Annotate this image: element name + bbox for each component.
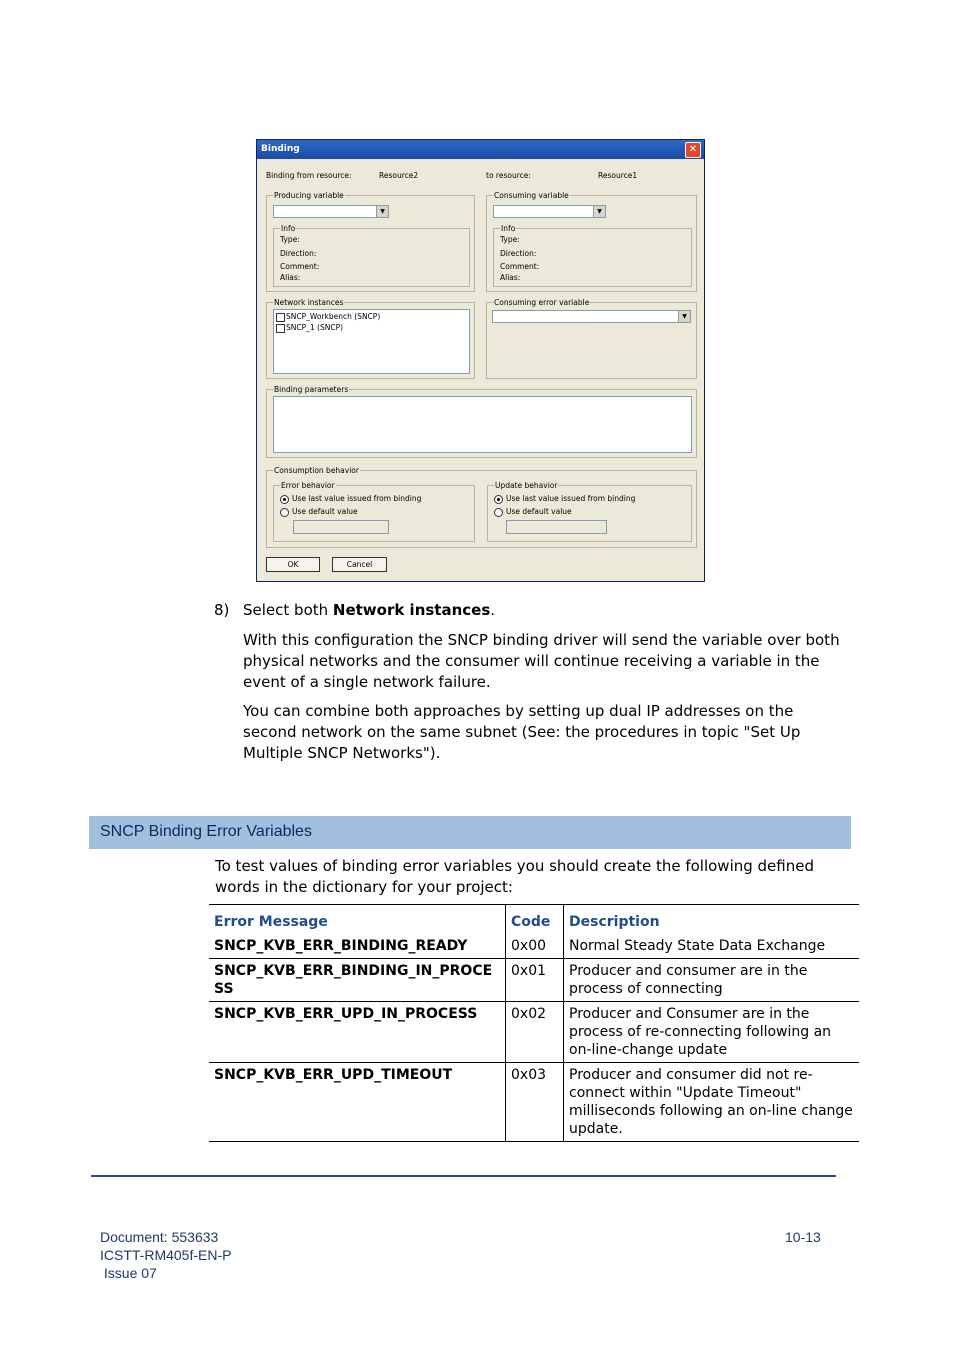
- header-code: Code: [506, 905, 564, 935]
- table-row: [209, 959, 859, 1002]
- info-comment: Comment:: [280, 262, 320, 271]
- checkbox[interactable]: [276, 313, 285, 322]
- info-direction: Direction:: [280, 249, 317, 258]
- intro-paragraph: To test values of binding error variables you should create the following defined words in the dictionary for your project:: [215, 857, 814, 896]
- error-default-value-field[interactable]: [293, 520, 389, 534]
- info-label: Info: [281, 224, 296, 233]
- info-comment: Comment:: [500, 262, 540, 271]
- binding-parameters-label: Binding parameters: [274, 385, 349, 394]
- update-behavior-group: [487, 481, 692, 542]
- consuming-variable-group: [486, 191, 697, 292]
- paragraph-1: With this configuration the SNCP binding driver will send the variable over both physical networks and the consumer will continue receiving a variable in the event of a single network failure.: [243, 631, 840, 691]
- info-label: Info: [501, 224, 516, 233]
- update-behavior-label: Update behavior: [495, 481, 558, 490]
- error-behavior-label: Error behavior: [281, 481, 335, 490]
- footer-code: ICSTT-RM405f-EN-P: [100, 1247, 232, 1263]
- info-direction: Direction:: [500, 249, 537, 258]
- error-behavior-group: [273, 481, 475, 542]
- step-end: .: [490, 601, 496, 619]
- description-cell: Producer and Consumer are in the process of re-connecting following an on-line-change update: [564, 1002, 860, 1063]
- consuming-error-select[interactable]: [492, 310, 691, 323]
- description-cell: Normal Steady State Data Exchange: [569, 938, 826, 954]
- error-default-value-option[interactable]: Use default value: [280, 507, 358, 517]
- info-alias: Alias:: [280, 273, 301, 282]
- code-cell: 0x01: [506, 959, 564, 1002]
- consuming-error-group: [486, 298, 697, 379]
- producing-variable-group: [266, 191, 475, 292]
- cancel-button[interactable]: Cancel: [332, 557, 387, 572]
- info-alias: Alias:: [500, 273, 521, 282]
- table-row: [209, 1063, 859, 1142]
- table-row: [209, 1002, 859, 1063]
- step-text: Select both: [243, 601, 333, 619]
- info-type: Type:: [500, 235, 520, 244]
- code-cell: 0x00: [506, 934, 564, 959]
- to-resource-value: Resource1: [598, 171, 638, 180]
- network-instances-list[interactable]: [273, 309, 470, 374]
- error-message-cell: SNCP_KVB_ERR_UPD_IN_PROCESS: [209, 1002, 506, 1063]
- update-default-value-field[interactable]: [506, 520, 607, 534]
- binding-from-label: Binding from resource:: [266, 171, 352, 180]
- code-cell: 0x02: [506, 1002, 564, 1063]
- dialog-title: Binding: [261, 144, 300, 154]
- error-variables-table: [209, 904, 859, 1142]
- producing-variable-label: Producing variable: [274, 191, 344, 200]
- paragraph-2: You can combine both approaches by setting up dual IP addresses on the second network on the same subnet (See: the procedures in topic "Set Up Multiple SNCP Networks").: [243, 702, 801, 762]
- consuming-error-label: Consuming error variable: [494, 298, 590, 307]
- chevron-down-icon[interactable]: ▼: [593, 206, 605, 217]
- consuming-variable-label: Consuming variable: [494, 191, 569, 200]
- description-cell: Producer and consumer did not re-connect within "Update Timeout" milliseconds following an on-line change update.: [564, 1063, 860, 1142]
- binding-parameters-field[interactable]: [273, 396, 692, 453]
- producing-info-group: [273, 224, 470, 287]
- footer-document: Document: 553633: [100, 1229, 219, 1245]
- footer-issue: Issue 07: [100, 1265, 157, 1281]
- checkbox[interactable]: [276, 324, 285, 333]
- error-message-cell: SNCP_KVB_ERR_UPD_TIMEOUT: [209, 1063, 506, 1142]
- chevron-down-icon[interactable]: ▼: [678, 311, 690, 322]
- header-description: Description: [564, 905, 860, 935]
- step-instruction: [243, 600, 495, 621]
- table-row: [209, 934, 859, 959]
- error-message-cell: SNCP_KVB_ERR_BINDING_IN_PROCESS: [209, 959, 506, 1002]
- close-icon[interactable]: ✕: [685, 142, 701, 158]
- chevron-down-icon[interactable]: ▼: [376, 206, 388, 217]
- description-cell: Producer and consumer are in the process of connecting: [564, 959, 860, 1002]
- consumption-behavior-group: [266, 466, 697, 548]
- section-header: [89, 816, 851, 849]
- step-number: 8): [214, 601, 230, 619]
- to-resource-label: to resource:: [486, 171, 531, 180]
- radio-button[interactable]: [494, 495, 503, 504]
- consuming-info-group: [493, 224, 692, 287]
- binding-dialog: [256, 139, 705, 582]
- ok-button[interactable]: OK: [266, 557, 320, 572]
- section-title: SNCP Binding Error Variables: [100, 823, 312, 840]
- code-cell: 0x03: [506, 1063, 564, 1142]
- footer-page-number: 10-13: [785, 1229, 821, 1245]
- consumption-behavior-label: Consumption behavior: [274, 466, 359, 475]
- radio-button[interactable]: [280, 495, 289, 504]
- binding-parameters-group: [266, 385, 697, 458]
- producing-variable-select[interactable]: [273, 205, 389, 218]
- network-item[interactable]: SNCP_1 (SNCP): [276, 323, 343, 333]
- error-last-value-option[interactable]: Use last value issued from binding: [280, 494, 421, 504]
- update-default-value-option[interactable]: Use default value: [494, 507, 572, 517]
- info-type: Type:: [280, 235, 300, 244]
- dialog-title-bar: [257, 140, 704, 159]
- network-instances-group: [266, 298, 475, 379]
- step-emphasis: Network instances: [332, 601, 491, 619]
- binding-from-value: Resource2: [379, 171, 419, 180]
- consuming-variable-select[interactable]: [493, 205, 606, 218]
- radio-button[interactable]: [494, 508, 503, 517]
- table-header-row: [209, 905, 859, 935]
- update-last-value-option[interactable]: Use last value issued from binding: [494, 494, 635, 504]
- header-error-message: Error Message: [209, 905, 506, 935]
- network-item[interactable]: SNCP_Workbench (SNCP): [276, 312, 380, 322]
- footer-divider: [91, 1175, 836, 1177]
- network-instances-label: Network instances: [274, 298, 344, 307]
- error-message-cell: SNCP_KVB_ERR_BINDING_READY: [209, 934, 506, 959]
- radio-button[interactable]: [280, 508, 289, 517]
